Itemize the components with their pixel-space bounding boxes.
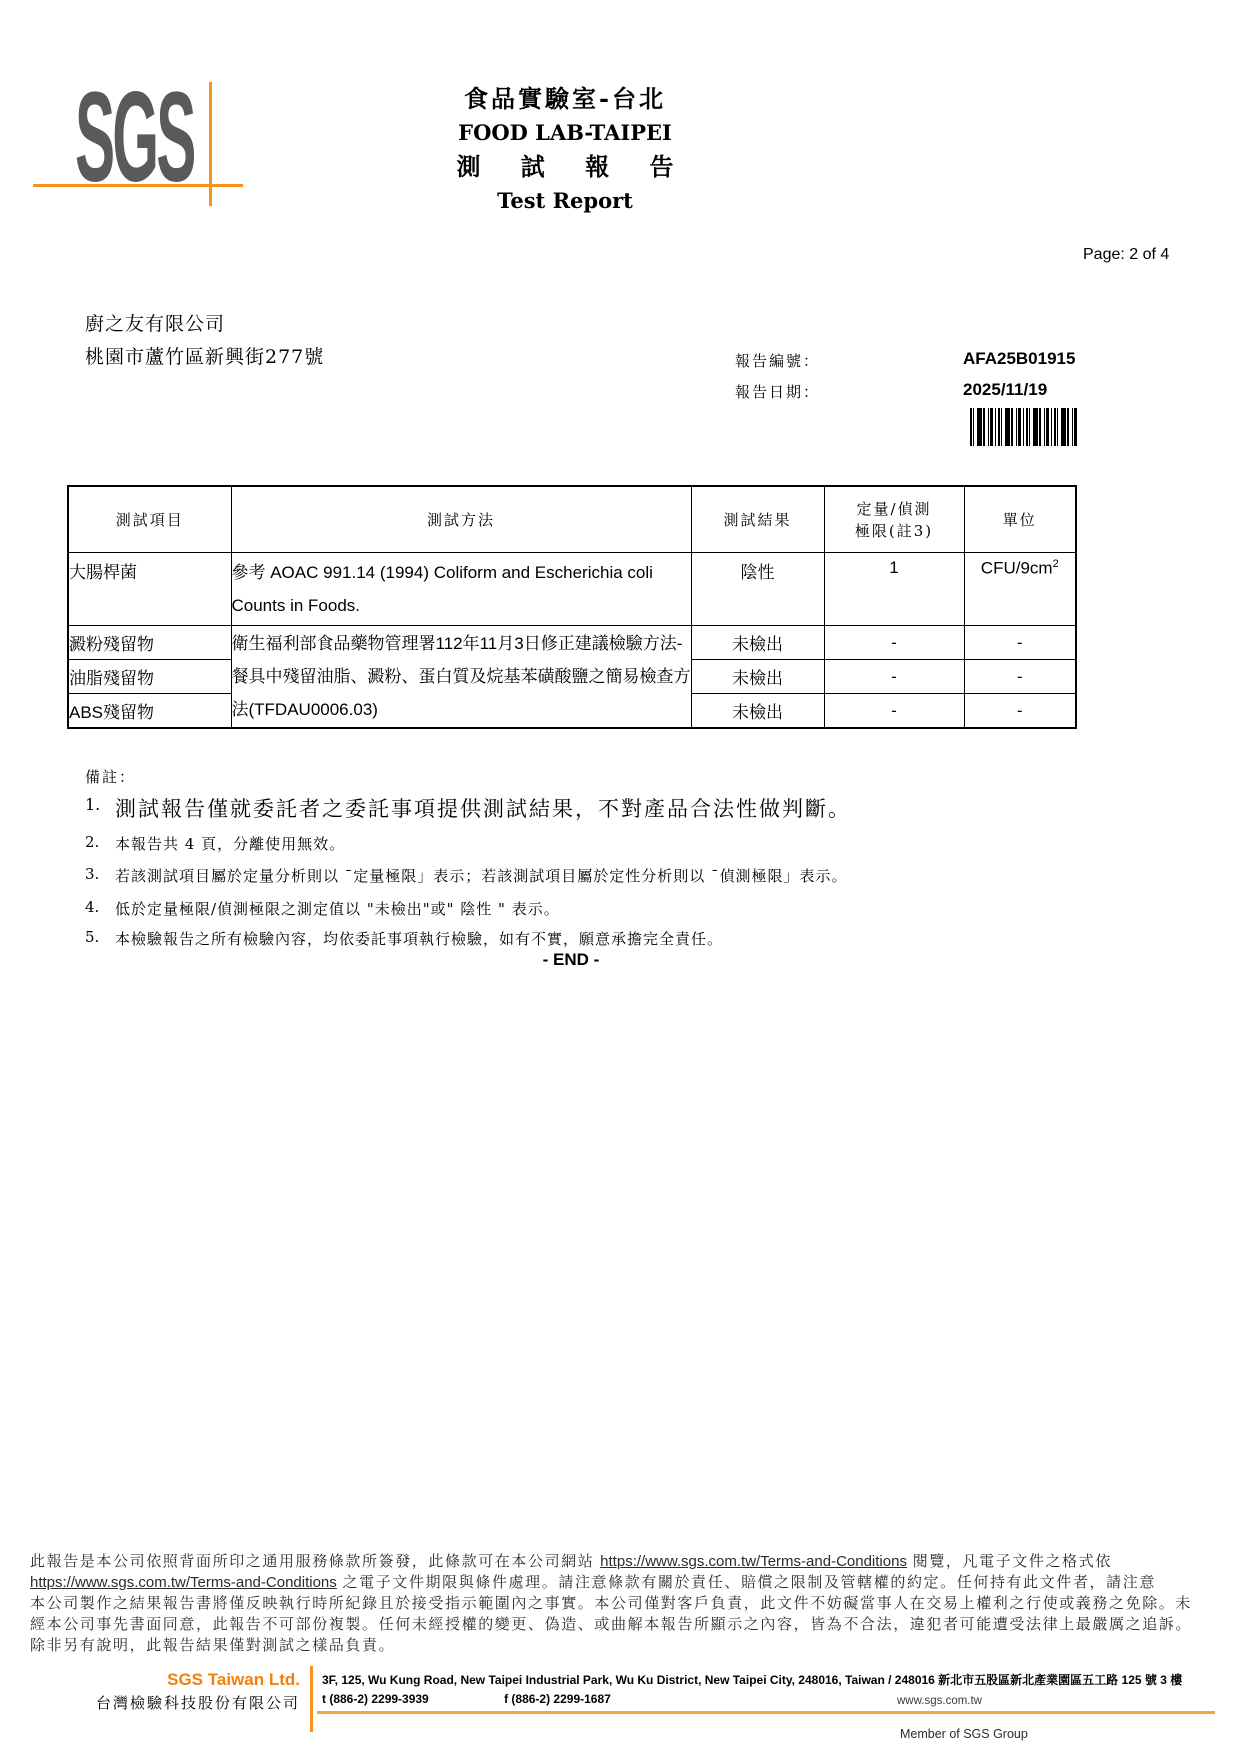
test-result: 未檢出 [691, 694, 824, 729]
test-results-table [67, 485, 1077, 729]
terms-link[interactable]: https://www.sgs.com.tw/Terms-and-Conditions [600, 1553, 907, 1570]
detection-limit: - [824, 626, 964, 660]
client-block [85, 308, 324, 374]
note-text: 測試報告僅就委託者之委託事項提供測試結果，不對產品合法性做判斷。 [115, 797, 851, 821]
test-method: 參考 AOAC 991.14 (1994) Coliform and Escherichia coli Counts in Foods. [231, 553, 691, 626]
note-item-1 [85, 793, 851, 823]
logo-cross-vertical-line [209, 82, 212, 206]
disclaimer-line [30, 1572, 1215, 1593]
test-item: 油脂殘留物 [68, 660, 231, 694]
report-date-label: 報告日期： [735, 383, 821, 401]
col-header-test-item: 測試項目 [68, 486, 231, 553]
report-title-en: Test Report [497, 188, 633, 213]
footer-website-link[interactable]: www.sgs.com.tw [897, 1695, 982, 1707]
note-item-5 [85, 928, 723, 949]
disclaimer-line: 經本公司事先書面同意，此報告不可部份複製。任何未經授權的變更、偽造、或曲解本報告所顯示之內容，皆為不合法，違犯者可能遭受法律上最嚴厲之追訴。 [30, 1616, 1193, 1633]
note-text: 本報告共 4 頁，分離使用無效。 [115, 835, 346, 853]
report-header [385, 82, 745, 218]
note-item-3 [85, 865, 848, 886]
note-number: 5. [85, 928, 100, 946]
terms-link[interactable]: https://www.sgs.com.tw/Terms-and-Conditions [30, 1574, 337, 1591]
footer-company-name-zh: 台灣檢驗科技股份有限公司 [95, 1694, 300, 1712]
footer-disclaimer [30, 1551, 1215, 1656]
detection-limit: - [824, 660, 964, 694]
footer-orange-vertical-line [310, 1666, 313, 1732]
report-date-value: 2025/11/19 [963, 380, 1048, 399]
test-result: 未檢出 [691, 660, 824, 694]
table-row-starch [68, 626, 1076, 660]
unit: - [964, 660, 1076, 694]
footer-orange-horizontal-line [317, 1711, 1215, 1714]
col-header-test-method: 測試方法 [231, 486, 691, 553]
report-title-zh: 測 試 報 告 [456, 152, 690, 181]
col-header-limit-line1: 定量/偵測 [856, 499, 932, 518]
note-number: 1. [85, 795, 101, 814]
disclaimer-text: 閱覽，凡電子文件之格式依 [906, 1553, 1112, 1570]
report-barcode [970, 408, 1078, 446]
footer-phones [322, 1692, 611, 1706]
footer-address: 3F, 125, Wu Kung Road, New Taipei Industrial Park, Wu Ku District, New Taipei City, 248016, Taiwan / 248016 新北市五股區新北產業園區五工路 125 號 3 樓 [322, 1673, 1183, 1687]
disclaimer-text: 此報告是本公司依照背面所印之通用服務條款所簽發，此條款可在本公司網站 [30, 1553, 601, 1570]
note-text: 若該測試項目屬於定量分析則以 ˉ定量極限」表示；若該測試項目屬於定性分析則以 ˉ偵測極限」表示。 [115, 867, 848, 885]
detection-limit: - [824, 694, 964, 729]
sgs-logo-text: SGS [75, 66, 194, 209]
footer-company-name-en: SGS Taiwan Ltd. [167, 1670, 300, 1689]
table-row-coliform [68, 553, 1076, 626]
detection-limit: 1 [824, 553, 964, 626]
page-number: Page: 2 of 4 [1083, 246, 1170, 263]
note-item-2 [85, 833, 345, 854]
end-of-report-marker: - END - [542, 950, 600, 969]
unit [964, 553, 1076, 626]
note-number: 4. [85, 898, 100, 916]
disclaimer-line: 除非另有說明，此報告結果僅對測試之樣品負責。 [30, 1637, 396, 1654]
col-header-limit-line2: 極限(註3) [854, 521, 934, 540]
table-header-row [68, 486, 1076, 553]
unit-superscript: 2 [1052, 558, 1059, 570]
unit: - [964, 694, 1076, 729]
unit: - [964, 626, 1076, 660]
test-item: 大腸桿菌 [68, 553, 231, 626]
col-header-unit: 單位 [964, 486, 1076, 553]
sgs-logo [33, 66, 293, 220]
footer-tel: t (886-2) 2299-3939 [322, 1692, 429, 1706]
footer-member-label: Member of SGS Group [900, 1727, 1028, 1741]
disclaimer-line [30, 1551, 1215, 1572]
lab-title-zh: 食品實驗室-台北 [464, 84, 666, 113]
note-text: 本檢驗報告之所有檢驗內容，均依委託事項執行檢驗，如有不實，願意承擔完全責任。 [115, 930, 724, 948]
test-result: 未檢出 [691, 626, 824, 660]
test-item: ABS殘留物 [68, 694, 231, 729]
client-address: 桃園市蘆竹區新興街277號 [85, 346, 325, 368]
col-header-test-result: 測試結果 [691, 486, 824, 553]
lab-title-en: FOOD LAB-TAIPEI [458, 120, 672, 145]
note-text: 低於定量極限/偵測極限之測定值以 "未檢出"或" 陰性 " 表示。 [115, 900, 560, 918]
report-number-label: 報告編號： [735, 352, 821, 370]
note-number: 3. [85, 865, 100, 883]
disclaimer-text: 之電子文件期限與條件處理。請注意條款有關於責任、賠償之限制及管轄權的約定。任何持有此文件者，請注意 [336, 1574, 1156, 1591]
note-item-4 [85, 898, 560, 919]
disclaimer-line: 本公司製作之結果報告書將僅反映執行時所紀錄且於接受指示範圍內之事實。本公司僅對客戶負責，此文件不妨礙當事人在交易上權利之行使或義務之免除。未 [30, 1595, 1193, 1612]
test-method-merged: 衛生福利部食品藥物管理署112年11月3日修正建議檢驗方法-餐具中殘留油脂、澱粉、蛋白質及烷基苯磺酸鹽之簡易檢查方法(TFDAU0006.03) [231, 626, 691, 729]
report-number-value: AFA25B01915 [963, 349, 1076, 368]
notes-title: 備註： [85, 768, 137, 786]
note-number: 2. [85, 833, 100, 851]
client-name: 廚之友有限公司 [85, 313, 226, 335]
test-item: 澱粉殘留物 [68, 626, 231, 660]
col-header-limit [824, 486, 964, 553]
footer-fax: f (886-2) 2299-1687 [504, 1692, 611, 1706]
unit-base: CFU/9cm [980, 558, 1053, 578]
test-result: 陰性 [691, 553, 824, 626]
